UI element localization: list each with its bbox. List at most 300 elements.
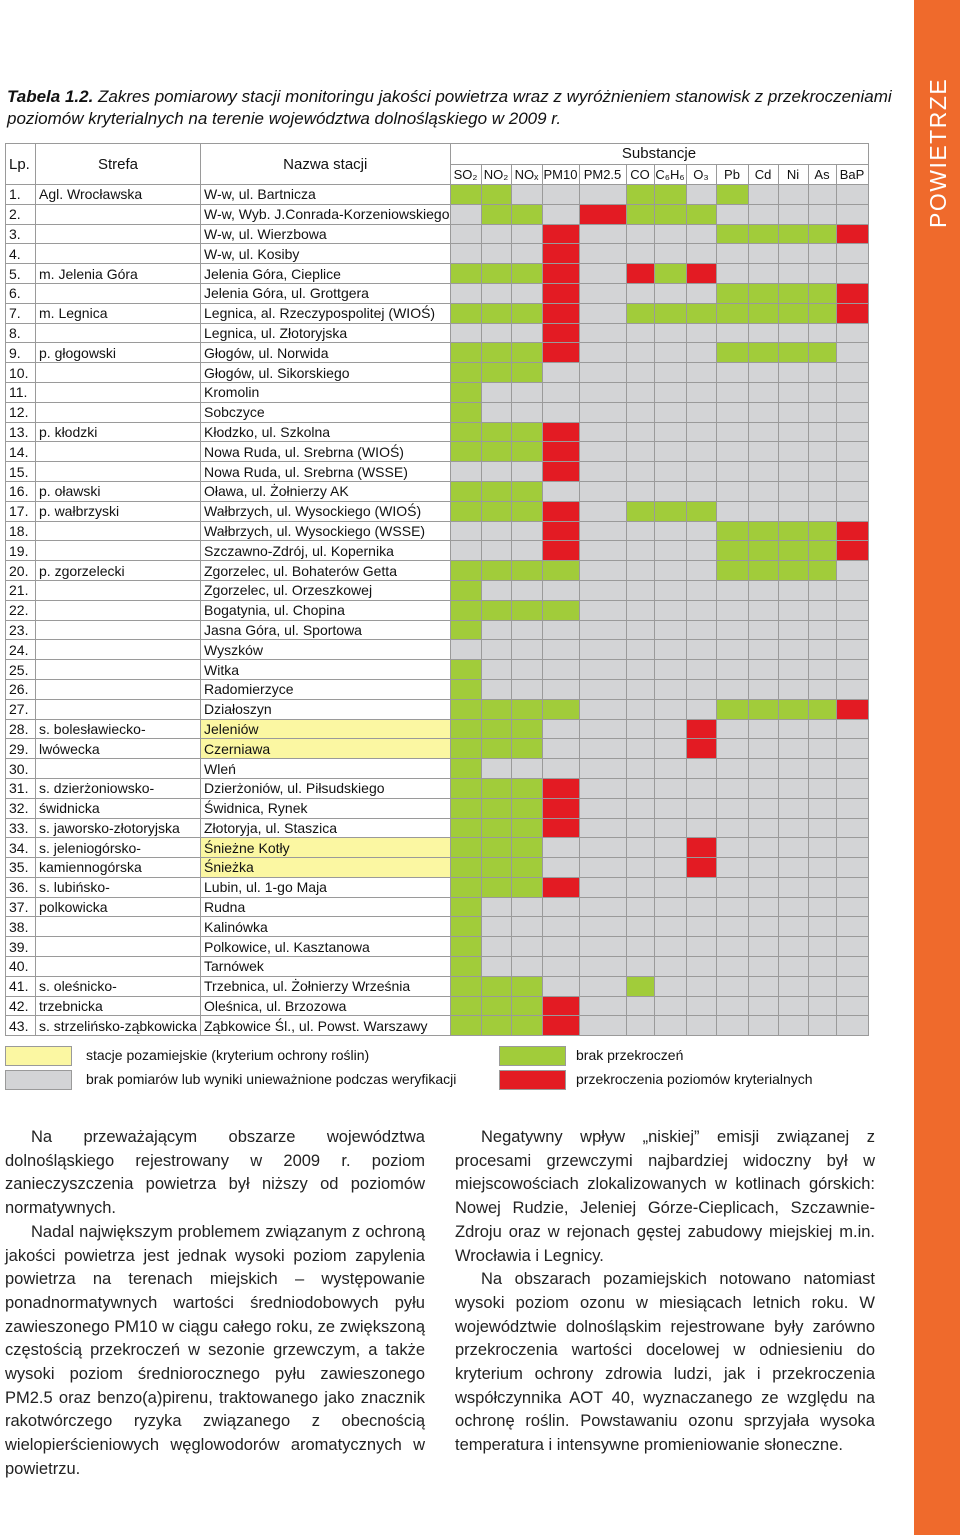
status-no-exceedance xyxy=(511,204,542,224)
row-number: 31. xyxy=(6,778,36,798)
status-no-data xyxy=(511,580,542,600)
status-no-data xyxy=(716,937,748,957)
status-no-data xyxy=(654,561,686,581)
status-exceedance xyxy=(686,858,716,878)
status-no-exceedance xyxy=(716,343,748,363)
status-no-exceedance xyxy=(542,600,579,620)
status-no-data xyxy=(836,204,868,224)
status-no-data xyxy=(481,957,511,977)
status-no-exceedance xyxy=(778,521,808,541)
status-no-data xyxy=(654,838,686,858)
status-no-data xyxy=(579,422,626,442)
status-no-exceedance xyxy=(450,858,481,878)
status-no-exceedance xyxy=(511,778,542,798)
zone-name: s. jeleniogórsko- xyxy=(36,838,201,858)
table-row xyxy=(6,640,869,660)
status-exceedance xyxy=(542,778,579,798)
zone-name xyxy=(36,917,201,937)
status-no-exceedance xyxy=(481,838,511,858)
status-no-data xyxy=(808,877,836,897)
status-no-exceedance xyxy=(450,996,481,1016)
status-no-data xyxy=(579,283,626,303)
row-number: 10. xyxy=(6,363,36,383)
table-row xyxy=(6,541,869,561)
table-caption xyxy=(7,86,907,130)
status-no-exceedance xyxy=(748,561,778,581)
status-no-data xyxy=(626,382,654,402)
status-no-data xyxy=(778,422,808,442)
status-exceedance xyxy=(542,303,579,323)
status-no-data xyxy=(748,838,778,858)
status-no-data xyxy=(778,679,808,699)
zone-name: s. bolesławiecko- xyxy=(36,719,201,739)
status-no-data xyxy=(808,798,836,818)
status-no-data xyxy=(716,877,748,897)
status-no-data xyxy=(836,897,868,917)
status-no-data xyxy=(579,937,626,957)
status-no-data xyxy=(748,600,778,620)
row-number: 32. xyxy=(6,798,36,818)
status-no-data xyxy=(808,204,836,224)
table-row xyxy=(6,917,869,937)
zone-name: lwówecka xyxy=(36,739,201,759)
header-zone: Strefa xyxy=(36,144,201,185)
station-name: Tarnówek xyxy=(201,957,451,977)
status-no-data xyxy=(626,778,654,798)
status-no-data xyxy=(579,640,626,660)
status-no-data xyxy=(808,679,836,699)
zone-name xyxy=(36,462,201,482)
status-no-data xyxy=(836,1016,868,1036)
zone-name xyxy=(36,521,201,541)
station-name: Nowa Ruda, ul. Srebrna (WIOŚ) xyxy=(201,442,451,462)
status-no-exceedance xyxy=(481,561,511,581)
status-no-exceedance xyxy=(450,264,481,284)
status-no-data xyxy=(542,917,579,937)
legend-yellow-label: stacje pozamiejskie (kryterium ochrony roślin) xyxy=(86,1047,370,1063)
status-no-data xyxy=(481,640,511,660)
status-no-data xyxy=(654,323,686,343)
status-no-data xyxy=(748,382,778,402)
status-no-data xyxy=(579,660,626,680)
status-no-exceedance xyxy=(511,818,542,838)
zone-name xyxy=(36,600,201,620)
status-no-data xyxy=(748,422,778,442)
table-row xyxy=(6,660,869,680)
status-no-data xyxy=(654,620,686,640)
status-no-exceedance xyxy=(481,818,511,838)
status-no-data xyxy=(808,462,836,482)
status-no-data xyxy=(654,640,686,660)
status-no-data xyxy=(626,798,654,818)
legend-swatch-gray xyxy=(5,1070,72,1090)
section-label: POWIETRZE xyxy=(925,77,951,228)
station-name: Jasna Góra, ul. Sportowa xyxy=(201,620,451,640)
status-no-data xyxy=(716,957,748,977)
status-no-data xyxy=(579,976,626,996)
status-no-data xyxy=(748,937,778,957)
row-number: 35. xyxy=(6,858,36,878)
table-row xyxy=(6,759,869,779)
status-no-data xyxy=(808,818,836,838)
status-exceedance xyxy=(542,343,579,363)
zone-name xyxy=(36,323,201,343)
status-no-exceedance xyxy=(481,264,511,284)
status-no-data xyxy=(626,521,654,541)
status-no-data xyxy=(626,283,654,303)
station-name: Oleśnica, ul. Brzozowa xyxy=(201,996,451,1016)
status-no-exceedance xyxy=(511,1016,542,1036)
status-no-data xyxy=(626,660,654,680)
table-row xyxy=(6,580,869,600)
status-no-data xyxy=(626,699,654,719)
zone-name: p. zgorzelecki xyxy=(36,561,201,581)
zone-name xyxy=(36,640,201,660)
status-no-data xyxy=(836,561,868,581)
status-no-data xyxy=(579,580,626,600)
status-no-data xyxy=(748,679,778,699)
status-no-data xyxy=(626,600,654,620)
status-no-data xyxy=(836,877,868,897)
status-no-data xyxy=(778,600,808,620)
header-substance: Cd xyxy=(748,164,778,185)
status-exceedance xyxy=(542,521,579,541)
station-name: Rudna xyxy=(201,897,451,917)
row-number: 22. xyxy=(6,600,36,620)
status-no-data xyxy=(808,660,836,680)
status-no-data xyxy=(686,818,716,838)
station-name: Wałbrzych, ul. Wysockiego (WSSE) xyxy=(201,521,451,541)
zone-name: świdnicka xyxy=(36,798,201,818)
table-row xyxy=(6,778,869,798)
status-no-data xyxy=(686,442,716,462)
status-no-exceedance xyxy=(808,699,836,719)
status-no-data xyxy=(778,957,808,977)
station-name: Jeleniów xyxy=(201,719,451,739)
status-no-data xyxy=(481,283,511,303)
status-no-data xyxy=(836,976,868,996)
row-number: 27. xyxy=(6,699,36,719)
status-no-exceedance xyxy=(808,521,836,541)
legend-gray-label: brak pomiarów lub wyniki unieważnione podczas weryfikacji xyxy=(86,1071,457,1087)
status-no-data xyxy=(579,264,626,284)
table-row xyxy=(6,185,869,205)
status-no-exceedance xyxy=(654,264,686,284)
status-no-exceedance xyxy=(450,917,481,937)
status-no-data xyxy=(686,996,716,1016)
status-no-data xyxy=(579,600,626,620)
status-no-data xyxy=(686,402,716,422)
status-no-exceedance xyxy=(481,739,511,759)
status-no-data xyxy=(481,660,511,680)
status-no-data xyxy=(716,679,748,699)
status-no-exceedance xyxy=(778,224,808,244)
status-no-data xyxy=(686,462,716,482)
status-no-data xyxy=(626,838,654,858)
status-no-data xyxy=(579,442,626,462)
status-no-data xyxy=(808,323,836,343)
legend-red-label: przekroczenia poziomów kryterialnych xyxy=(576,1071,813,1087)
status-no-data xyxy=(542,976,579,996)
status-no-data xyxy=(579,818,626,838)
status-no-data xyxy=(836,402,868,422)
status-no-data xyxy=(748,580,778,600)
table-row xyxy=(6,422,869,442)
status-no-exceedance xyxy=(450,343,481,363)
status-no-exceedance xyxy=(748,224,778,244)
body-paragraph: Nadal największym problemem związanym z ochroną jakości powietrza jest jednak wysoki poziom zapylenia powietrza na terenach miejskich – występowanie ponadnormatywnych wartości średniodobowych pyłu zawieszonego PM10 w ciągu całego roku, ze zwiększoną częstością przekroczeń w sezonie grzewczym, a także wysoki poziom średniorocznego pyłu zawieszonego PM2.5 oraz benzo(a)pirenu, traktowanego jako znacznik rakotwórczego ryzyka związanego z obecnością wielopierścieniowych węglowodorów aromatycznych w powietrzu. xyxy=(5,1222,425,1478)
status-no-data xyxy=(686,798,716,818)
status-no-exceedance xyxy=(748,343,778,363)
station-name: Działoszyn xyxy=(201,699,451,719)
status-no-data xyxy=(626,937,654,957)
status-no-data xyxy=(748,204,778,224)
status-no-data xyxy=(808,1016,836,1036)
status-no-exceedance xyxy=(481,600,511,620)
zone-name xyxy=(36,937,201,957)
row-number: 13. xyxy=(6,422,36,442)
status-no-data xyxy=(836,501,868,521)
status-no-data xyxy=(654,937,686,957)
row-number: 24. xyxy=(6,640,36,660)
status-no-exceedance xyxy=(511,561,542,581)
status-no-exceedance xyxy=(481,976,511,996)
row-number: 40. xyxy=(6,957,36,977)
status-no-data xyxy=(654,481,686,501)
status-no-data xyxy=(511,759,542,779)
status-no-data xyxy=(686,382,716,402)
status-exceedance xyxy=(542,244,579,264)
status-no-data xyxy=(654,422,686,442)
status-no-data xyxy=(686,897,716,917)
status-exceedance xyxy=(542,442,579,462)
status-no-data xyxy=(716,363,748,383)
status-no-data xyxy=(836,442,868,462)
status-no-data xyxy=(778,580,808,600)
status-no-data xyxy=(511,283,542,303)
status-no-data xyxy=(686,244,716,264)
status-exceedance xyxy=(542,422,579,442)
status-no-data xyxy=(778,481,808,501)
row-number: 41. xyxy=(6,976,36,996)
status-no-data xyxy=(808,382,836,402)
row-number: 26. xyxy=(6,679,36,699)
status-no-data xyxy=(778,402,808,422)
status-no-data xyxy=(778,739,808,759)
station-name: Zgorzelec, ul. Bohaterów Getta xyxy=(201,561,451,581)
table-row xyxy=(6,897,869,917)
status-no-data xyxy=(778,1016,808,1036)
station-name: Kalinówka xyxy=(201,917,451,937)
status-no-data xyxy=(686,937,716,957)
status-no-exceedance xyxy=(716,521,748,541)
status-no-data xyxy=(542,957,579,977)
status-no-exceedance xyxy=(686,204,716,224)
status-no-data xyxy=(808,719,836,739)
status-no-exceedance xyxy=(450,422,481,442)
table-row xyxy=(6,1016,869,1036)
status-no-data xyxy=(716,323,748,343)
table-row xyxy=(6,244,869,264)
status-no-data xyxy=(748,858,778,878)
body-paragraph: Na przeważającym obszarze województwa dolnośląskiego rejestrowany w 2009 r. poziom zanieczyszczenia powietrza był niższy od poziomów normatywnych. xyxy=(5,1128,425,1218)
station-name: Wleń xyxy=(201,759,451,779)
status-no-exceedance xyxy=(654,185,686,205)
status-no-data xyxy=(481,541,511,561)
status-no-exceedance xyxy=(686,501,716,521)
status-no-exceedance xyxy=(511,976,542,996)
status-no-exceedance xyxy=(481,442,511,462)
status-no-data xyxy=(481,462,511,482)
status-no-data xyxy=(626,343,654,363)
row-number: 28. xyxy=(6,719,36,739)
status-no-data xyxy=(511,185,542,205)
zone-name xyxy=(36,660,201,680)
status-no-data xyxy=(808,363,836,383)
status-no-data xyxy=(748,363,778,383)
status-no-data xyxy=(579,561,626,581)
header-substance: Pb xyxy=(716,164,748,185)
status-no-data xyxy=(778,897,808,917)
status-no-data xyxy=(836,917,868,937)
status-no-exceedance xyxy=(511,996,542,1016)
status-no-data xyxy=(654,996,686,1016)
status-no-data xyxy=(836,759,868,779)
status-no-data xyxy=(542,363,579,383)
status-no-exceedance xyxy=(450,620,481,640)
station-name: Radomierzyce xyxy=(201,679,451,699)
status-no-data xyxy=(748,917,778,937)
table-row xyxy=(6,858,869,878)
status-no-data xyxy=(836,858,868,878)
status-no-data xyxy=(654,580,686,600)
status-no-data xyxy=(511,402,542,422)
status-no-data xyxy=(836,363,868,383)
zone-name xyxy=(36,679,201,699)
status-no-data xyxy=(778,620,808,640)
status-exceedance xyxy=(686,264,716,284)
row-number: 6. xyxy=(6,283,36,303)
station-name: Ząbkowice Śl., ul. Powst. Warszawy xyxy=(201,1016,451,1036)
status-no-data xyxy=(626,640,654,660)
status-no-data xyxy=(808,620,836,640)
status-no-data xyxy=(748,323,778,343)
station-table xyxy=(5,143,869,1036)
table-row xyxy=(6,521,869,541)
status-no-data xyxy=(626,679,654,699)
status-no-data xyxy=(654,798,686,818)
status-no-data xyxy=(579,917,626,937)
status-no-data xyxy=(686,600,716,620)
status-no-exceedance xyxy=(511,363,542,383)
station-name: W-w, ul. Kosiby xyxy=(201,244,451,264)
status-no-data xyxy=(748,481,778,501)
header-substance: Ni xyxy=(778,164,808,185)
body-column-left xyxy=(5,1126,425,1482)
status-no-exceedance xyxy=(450,402,481,422)
status-no-data xyxy=(686,481,716,501)
table-row xyxy=(6,798,869,818)
status-no-exceedance xyxy=(450,442,481,462)
status-no-exceedance xyxy=(626,303,654,323)
status-no-exceedance xyxy=(654,303,686,323)
status-no-data xyxy=(450,224,481,244)
row-number: 14. xyxy=(6,442,36,462)
status-no-data xyxy=(511,897,542,917)
status-no-data xyxy=(748,778,778,798)
status-no-data xyxy=(686,640,716,660)
status-no-data xyxy=(716,501,748,521)
status-no-data xyxy=(836,739,868,759)
status-no-data xyxy=(511,521,542,541)
status-no-data xyxy=(450,640,481,660)
status-no-exceedance xyxy=(511,422,542,442)
status-no-data xyxy=(654,679,686,699)
status-no-data xyxy=(450,283,481,303)
row-number: 3. xyxy=(6,224,36,244)
status-no-data xyxy=(716,858,748,878)
status-no-data xyxy=(654,402,686,422)
status-no-exceedance xyxy=(748,303,778,323)
status-no-exceedance xyxy=(481,422,511,442)
table-row xyxy=(6,699,869,719)
status-exceedance xyxy=(686,719,716,739)
status-no-data xyxy=(654,244,686,264)
row-number: 33. xyxy=(6,818,36,838)
status-no-data xyxy=(748,501,778,521)
status-no-data xyxy=(808,442,836,462)
header-substance: CO xyxy=(626,164,654,185)
status-no-data xyxy=(686,759,716,779)
status-no-data xyxy=(686,521,716,541)
status-no-data xyxy=(778,363,808,383)
row-number: 19. xyxy=(6,541,36,561)
status-no-data xyxy=(778,719,808,739)
row-number: 9. xyxy=(6,343,36,363)
status-no-exceedance xyxy=(778,699,808,719)
status-no-data xyxy=(716,778,748,798)
status-no-data xyxy=(481,759,511,779)
status-no-data xyxy=(836,323,868,343)
status-no-data xyxy=(778,917,808,937)
status-no-data xyxy=(808,402,836,422)
status-no-data xyxy=(778,838,808,858)
status-no-exceedance xyxy=(450,501,481,521)
section-sidebar xyxy=(914,0,960,1535)
status-no-data xyxy=(481,402,511,422)
status-no-data xyxy=(654,462,686,482)
status-no-exceedance xyxy=(450,1016,481,1036)
status-no-data xyxy=(542,719,579,739)
status-no-data xyxy=(654,1016,686,1036)
zone-name: p. oławski xyxy=(36,481,201,501)
status-exceedance xyxy=(836,283,868,303)
status-no-data xyxy=(836,818,868,838)
status-no-exceedance xyxy=(716,303,748,323)
status-no-data xyxy=(778,660,808,680)
zone-name xyxy=(36,580,201,600)
status-no-data xyxy=(626,858,654,878)
status-no-data xyxy=(450,521,481,541)
status-no-exceedance xyxy=(716,224,748,244)
status-no-data xyxy=(716,462,748,482)
status-exceedance xyxy=(542,818,579,838)
status-no-data xyxy=(579,323,626,343)
status-no-exceedance xyxy=(450,660,481,680)
zone-name xyxy=(36,402,201,422)
status-no-data xyxy=(654,521,686,541)
row-number: 30. xyxy=(6,759,36,779)
